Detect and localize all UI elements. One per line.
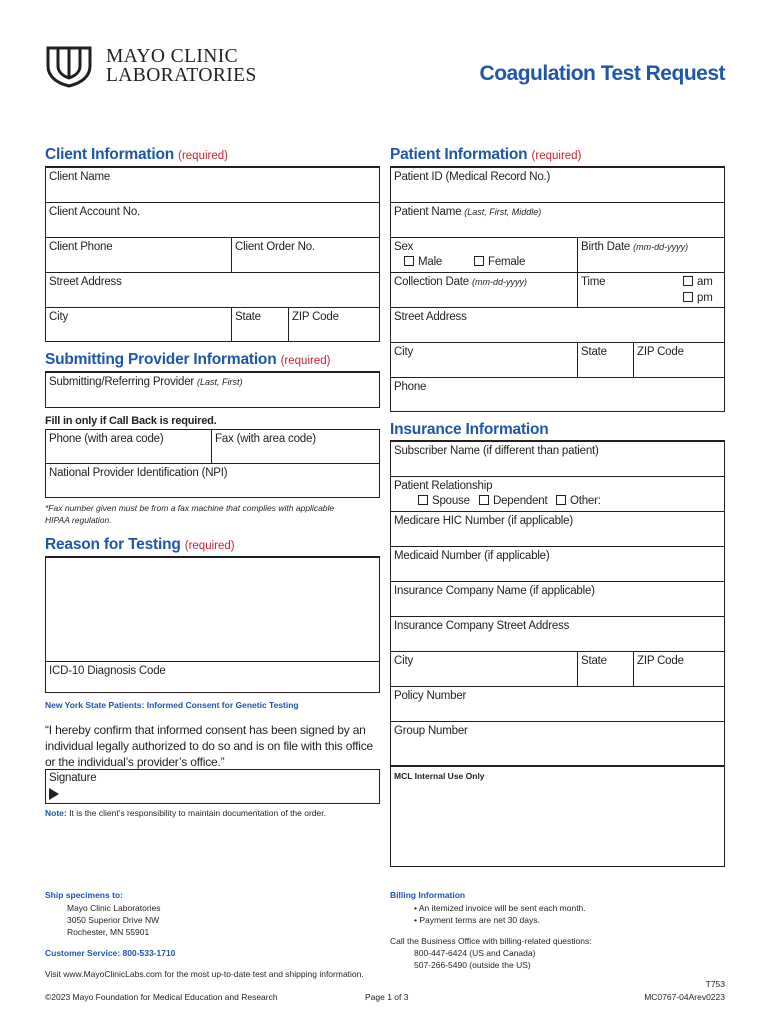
- row-divider: [45, 463, 380, 464]
- billing-line-2: • Payment terms are net 30 days.: [414, 915, 540, 925]
- required-label: (required): [184, 540, 235, 552]
- col-divider: [633, 342, 634, 377]
- insurance-company-field[interactable]: Insurance Company Name (if applicable): [394, 585, 595, 597]
- female-label: Female: [488, 256, 526, 268]
- billing-phone-1: 800-447-6424 (US and Canada): [414, 948, 536, 958]
- row-divider: [390, 342, 725, 343]
- patient-name-field[interactable]: [394, 206, 541, 219]
- billing-line-1: • An itemized invoice will be sent each month.: [414, 903, 586, 913]
- ship-line-1: Mayo Clinic Laboratories: [67, 903, 161, 913]
- medicaid-field[interactable]: Medicaid Number (if applicable): [394, 550, 550, 562]
- patient-city-field[interactable]: City: [394, 346, 414, 358]
- female-checkbox[interactable]: [474, 256, 525, 269]
- callback-fax-field[interactable]: Fax (with area code): [215, 433, 316, 445]
- am-checkbox[interactable]: [683, 276, 713, 289]
- spouse-checkbox[interactable]: [418, 495, 470, 508]
- dependent-checkbox[interactable]: [479, 495, 547, 508]
- patient-info-heading: [390, 146, 581, 164]
- icd-field[interactable]: ICD-10 Diagnosis Code: [49, 665, 166, 677]
- other-checkbox[interactable]: [556, 495, 601, 508]
- client-zip-field[interactable]: ZIP Code: [292, 311, 339, 323]
- patient-phone-field[interactable]: Phone: [394, 381, 427, 393]
- birth-date-label: Birth Date: [581, 241, 631, 253]
- patient-name-hint: (Last, First, Middle): [464, 207, 542, 217]
- checkbox-icon: [418, 495, 428, 505]
- col-divider: [577, 651, 578, 686]
- col-divider: [211, 429, 212, 463]
- patient-info-title: Patient Information: [390, 146, 528, 163]
- internal-use-label: MCL Internal Use Only: [394, 771, 485, 781]
- required-label: (required): [531, 150, 582, 162]
- consent-line-2: individual legally authorized to do so and is on file with this office: [45, 739, 373, 753]
- pm-checkbox[interactable]: [683, 292, 713, 305]
- logo-line-2: LABORATORIES: [106, 65, 257, 86]
- collection-date-label: Collection Date: [394, 276, 469, 288]
- consent-line-3: or the individual’s provider’s office.”: [45, 755, 225, 769]
- medicare-field[interactable]: Medicare HIC Number (if applicable): [394, 515, 573, 527]
- copyright: ©2023 Mayo Foundation for Medical Education and Research: [45, 992, 278, 1002]
- checkbox-icon: [683, 292, 693, 302]
- reason-title: Reason for Testing: [45, 536, 181, 553]
- logo-line-1: MAYO CLINIC: [106, 46, 239, 67]
- patient-name-label: Patient Name: [394, 206, 462, 218]
- birth-date-field[interactable]: [581, 241, 688, 254]
- callback-note: Fill in only if Call Back is required.: [45, 415, 217, 427]
- row-divider: [390, 581, 725, 582]
- row-divider: [390, 546, 725, 547]
- ny-consent-heading: New York State Patients: Informed Consent for Genetic Testing: [45, 700, 299, 710]
- billing-call: Call the Business Office with billing-related questions:: [390, 936, 592, 946]
- group-field[interactable]: Group Number: [394, 725, 468, 737]
- mayo-shield-icon: [44, 44, 94, 88]
- billing-heading: Billing Information: [390, 890, 466, 900]
- client-info-heading: [45, 146, 228, 164]
- ship-line-3: Rochester, MN 55901: [67, 927, 150, 937]
- npi-field[interactable]: National Provider Identification (NPI): [49, 467, 228, 479]
- am-label: am: [697, 276, 713, 288]
- form-code: T753: [705, 979, 725, 989]
- client-account-field[interactable]: Client Account No.: [49, 206, 141, 218]
- row-divider: [390, 651, 725, 652]
- col-divider: [633, 651, 634, 686]
- note-text: It is the client’s responsibility to maintain documentation of the order.: [69, 808, 326, 818]
- subscriber-field[interactable]: Subscriber Name (if different than patient): [394, 445, 599, 457]
- col-divider: [577, 342, 578, 377]
- reason-heading: [45, 536, 235, 554]
- customer-service: Customer Service: 800-533-1710: [45, 948, 176, 958]
- insurance-state-field[interactable]: State: [581, 655, 607, 667]
- row-divider: [45, 237, 380, 238]
- checkbox-icon: [556, 495, 566, 505]
- row-divider: [390, 616, 725, 617]
- page-number: Page 1 of 3: [365, 992, 409, 1002]
- row-divider: [390, 272, 725, 273]
- client-name-field[interactable]: Client Name: [49, 171, 111, 183]
- client-city-field[interactable]: City: [49, 311, 69, 323]
- checkbox-icon: [404, 256, 414, 266]
- fax-note-line-2: HIPAA regulation.: [45, 515, 112, 525]
- patient-zip-field[interactable]: ZIP Code: [637, 346, 684, 358]
- row-divider: [390, 237, 725, 238]
- provider-name-hint: (Last, First): [197, 377, 243, 387]
- form-title: Coagulation Test Request: [479, 62, 725, 85]
- provider-name-label: Submitting/Referring Provider: [49, 376, 195, 388]
- fax-note-line-1: *Fax number given must be from a fax machine that complies with applicable: [45, 503, 335, 513]
- dependent-label: Dependent: [493, 495, 548, 507]
- row-divider: [390, 511, 725, 512]
- spouse-label: Spouse: [432, 495, 470, 507]
- sex-label: Sex: [394, 241, 414, 253]
- row-divider: [390, 377, 725, 378]
- checkbox-icon: [479, 495, 489, 505]
- collection-date-hint: (mm-dd-yyyy): [472, 277, 527, 287]
- ship-line-2: 3050 Superior Drive NW: [67, 915, 160, 925]
- insurance-zip-field[interactable]: ZIP Code: [637, 655, 684, 667]
- client-order-field[interactable]: Client Order No.: [235, 241, 315, 253]
- signature-arrow-icon: [49, 788, 59, 800]
- col-divider: [231, 237, 232, 272]
- provider-name-field[interactable]: [49, 376, 243, 389]
- insurance-street-field[interactable]: Insurance Company Street Address: [394, 620, 570, 632]
- required-label: (required): [280, 355, 331, 367]
- insurance-city-field[interactable]: City: [394, 655, 414, 667]
- patient-id-field[interactable]: Patient ID (Medical Record No.): [394, 171, 551, 183]
- checkbox-icon: [474, 256, 484, 266]
- col-divider: [231, 307, 232, 342]
- row-divider: [390, 307, 725, 308]
- revision-code: MC0767-04Arev0223: [644, 992, 725, 1002]
- other-label: Other:: [570, 495, 601, 507]
- note-label: Note:: [45, 808, 67, 818]
- client-phone-field[interactable]: Client Phone: [49, 241, 113, 253]
- checkbox-icon: [683, 276, 693, 286]
- callback-phone-field[interactable]: Phone (with area code): [49, 433, 164, 445]
- row-divider: [390, 686, 725, 687]
- male-label: Male: [418, 256, 443, 268]
- collection-date-field[interactable]: [394, 276, 527, 289]
- note-line: [45, 808, 326, 819]
- mayo-clinic-logo: [44, 44, 274, 88]
- client-info-title: Client Information: [45, 146, 175, 163]
- birth-date-hint: (mm-dd-yyyy): [633, 242, 689, 252]
- client-street-field[interactable]: Street Address: [49, 276, 122, 288]
- time-field[interactable]: Time: [581, 276, 606, 288]
- insurance-heading: Insurance Information: [390, 421, 549, 438]
- patient-street-field[interactable]: Street Address: [394, 311, 467, 323]
- provider-info-heading: [45, 351, 330, 369]
- billing-phone-2: 507-266-5490 (outside the US): [414, 960, 531, 970]
- male-checkbox[interactable]: [404, 256, 442, 269]
- signature-label: Signature: [49, 772, 97, 784]
- row-divider: [45, 307, 380, 308]
- col-divider: [577, 237, 578, 307]
- consent-line-1: “I hereby confirm that informed consent has been signed by an: [45, 723, 366, 737]
- visit-note: Visit www.MayoClinicLabs.com for the most up-to-date test and shipping information.: [45, 969, 364, 979]
- row-divider: [45, 202, 380, 203]
- row-divider: [45, 272, 380, 273]
- required-label: (required): [178, 150, 228, 162]
- patient-info-box: [390, 167, 725, 412]
- row-divider: [45, 661, 380, 662]
- ship-heading: Ship specimens to:: [45, 890, 123, 900]
- col-divider: [288, 307, 289, 342]
- relationship-label: Patient Relationship: [394, 480, 493, 492]
- row-divider: [390, 476, 725, 477]
- row-divider: [390, 721, 725, 722]
- row-divider: [390, 202, 725, 203]
- patient-state-field[interactable]: State: [581, 346, 607, 358]
- pm-label: pm: [697, 292, 713, 304]
- client-state-field[interactable]: State: [235, 311, 261, 323]
- policy-field[interactable]: Policy Number: [394, 690, 467, 702]
- provider-info-title: Submitting Provider Information: [45, 351, 277, 368]
